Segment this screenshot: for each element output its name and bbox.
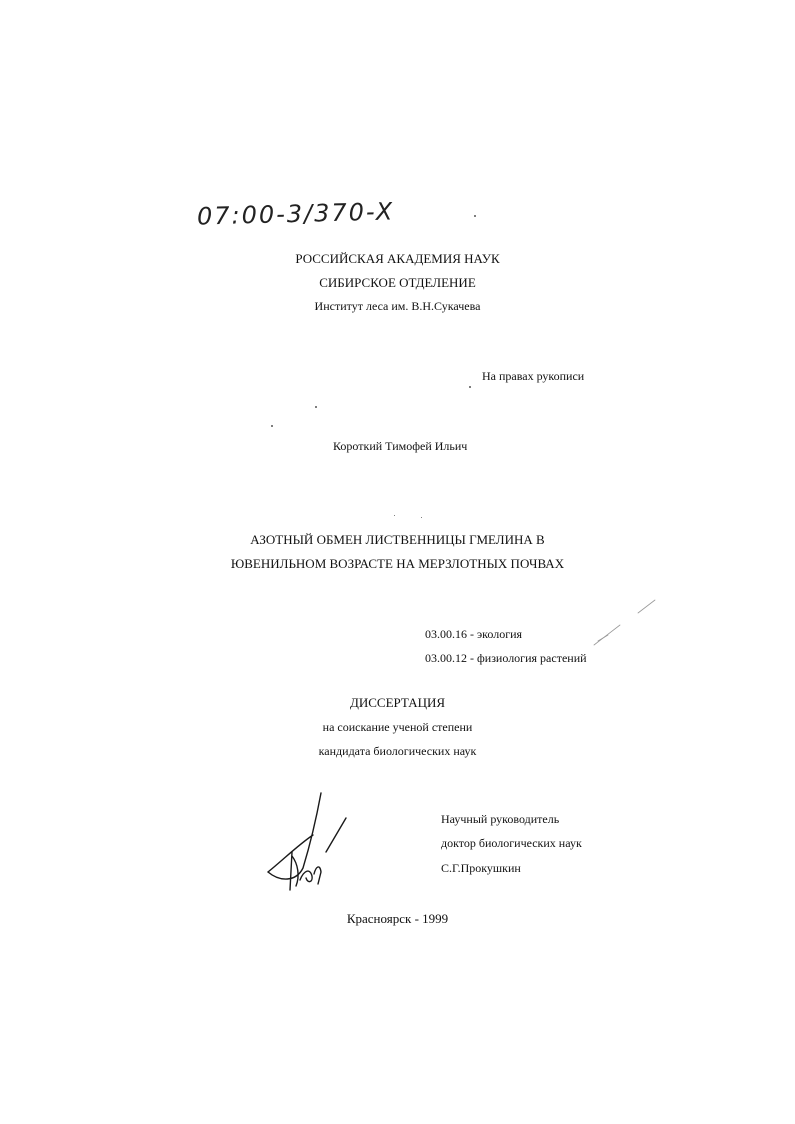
thesis-title-line-2: ЮВЕНИЛЬНОМ ВОЗРАСТЕ НА МЕРЗЛОТНЫХ ПОЧВАХ xyxy=(230,556,565,571)
scan-speck xyxy=(271,425,273,427)
supervisor-role: Научный руководитель xyxy=(441,812,560,826)
supervisor-degree: доктор биологических наук xyxy=(441,836,582,850)
degree-name: кандидата биологических наук xyxy=(318,744,477,758)
pencil-marks-icon xyxy=(580,595,660,655)
thesis-title-line-1: АЗОТНЫЙ ОБМЕН ЛИСТВЕННИЦЫ ГМЕЛИНА В xyxy=(250,532,545,547)
scan-speck xyxy=(315,406,317,408)
supervisor-name: С.Г.Прокушкин xyxy=(441,861,521,875)
handwritten-signature-icon xyxy=(258,790,363,900)
manuscript-note: На правах рукописи xyxy=(482,369,585,383)
scan-speck xyxy=(394,515,395,516)
place-and-year: Красноярск - 1999 xyxy=(346,911,449,926)
degree-purpose: на соискание ученой степени xyxy=(322,720,473,734)
scan-speck xyxy=(421,517,422,518)
document-type: ДИССЕРТАЦИЯ xyxy=(349,695,446,710)
specialty-plant-physiology: 03.00.12 - физиология растений xyxy=(425,651,587,665)
institute-name: Институт леса им. В.Н.Сукачева xyxy=(314,299,481,313)
scan-speck xyxy=(469,386,471,388)
academy-name: РОССИЙСКАЯ АКАДЕМИЯ НАУК xyxy=(295,251,500,266)
scan-speck xyxy=(474,215,476,217)
author-name: Короткий Тимофей Ильич xyxy=(333,439,468,453)
specialty-ecology: 03.00.16 - экология xyxy=(425,627,523,641)
department-name: СИБИРСКОЕ ОТДЕЛЕНИЕ xyxy=(319,275,476,290)
handwritten-catalog-number: 07:00-3/370-X xyxy=(196,197,395,231)
